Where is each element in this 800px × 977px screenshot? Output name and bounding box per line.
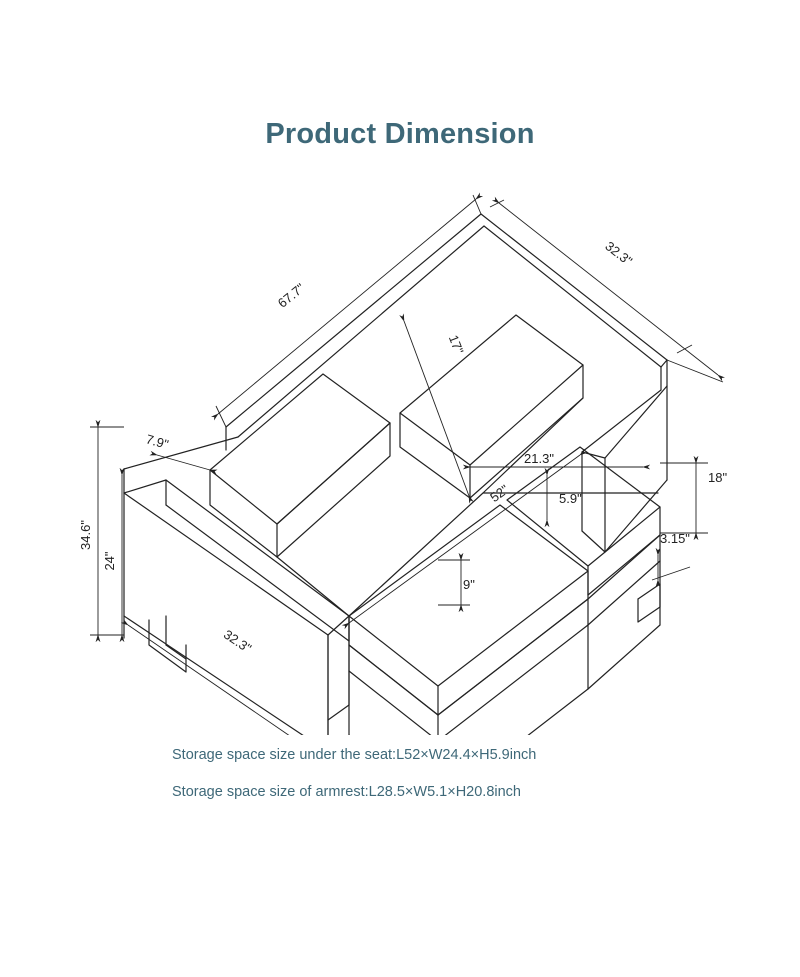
storage-band-far-bottom: [588, 561, 660, 625]
left-arm-top-back: [124, 437, 238, 469]
back-cushion-right-right-face: [470, 365, 583, 498]
storage-note-armrest: Storage space size of armrest:L28.5×W5.1×H20.8inch: [172, 784, 521, 800]
dim-label-back-height: 17": [445, 332, 467, 356]
dim-label-total-height: 34.6": [78, 520, 93, 550]
storage-note-seat: Storage space size under the seat:L52×W24.4×H5.9inch: [172, 747, 537, 763]
left-leg-rear-foot: [166, 645, 186, 659]
ext-depth-start: [490, 200, 504, 207]
back-cushion-right-top: [400, 315, 583, 465]
dim-label-storage-height: 5.9": [559, 491, 582, 506]
back-cushion-left-front: [210, 470, 277, 557]
back-cushion-left-right-face: [277, 423, 390, 557]
back-cushion-left-seam: [277, 423, 390, 524]
seat-cushion-right-right-face: [588, 507, 660, 595]
dim-label-arm-height: 24": [102, 551, 117, 571]
storage-band-right-top: [438, 599, 588, 715]
base-far-bottom: [588, 625, 660, 689]
seat-cushion-left: [349, 505, 588, 686]
seat-top-rear: [349, 493, 658, 616]
dim-label-cushion-thickness: 7.9": [144, 431, 171, 453]
back-cushion-right-front: [400, 413, 470, 498]
dim-label-side-depth: 32.3": [220, 626, 255, 656]
ext-depth-corner: [667, 360, 723, 382]
dim-label-seat-depth: 21.3": [524, 451, 554, 466]
left-arm-top-front: [124, 493, 328, 635]
sofa-line-drawing: [60, 175, 760, 735]
left-arm-inner-back: [166, 480, 349, 616]
dim-line-cushion-thickness: [157, 455, 210, 470]
dim-line-depth: [499, 203, 718, 375]
right-rear-leg: [638, 584, 660, 622]
seat-cushion-left-front-face: [349, 616, 438, 715]
back-top-edge: [226, 214, 481, 427]
left-arm-front-left: [124, 480, 166, 493]
dim-label-seat-height: 18": [708, 470, 728, 485]
right-arm-top-rear: [661, 360, 667, 367]
back-cushion-top-right: [484, 226, 661, 367]
back-cushion-left-top: [210, 374, 390, 524]
dim-label-cushion-height: 9": [463, 577, 475, 592]
right-rear-leg-top: [638, 584, 660, 599]
page-title: Product Dimension: [265, 118, 535, 150]
seat-back-right-join: [483, 398, 583, 493]
back-panel-bottom: [166, 505, 349, 641]
dim-label-seat-width: 52": [487, 481, 512, 506]
base-right-bottom: [438, 689, 588, 735]
back-cushion-top-front: [238, 226, 484, 437]
right-arm-top-outer: [605, 386, 667, 458]
storage-band-left-top: [349, 645, 438, 715]
storage-band-far-top: [588, 535, 660, 599]
dim-label-leg-height: 3.15": [660, 531, 690, 546]
dim-label-length: 67.7": [274, 280, 308, 311]
right-arm-top-inner: [582, 390, 661, 452]
left-arm-inner-face-bottom: [328, 705, 349, 720]
left-arm-top-front-inner: [328, 616, 349, 635]
back-right-top-edge: [481, 214, 667, 360]
ext-back-right: [473, 195, 481, 214]
storage-band-right-bottom: [438, 625, 588, 735]
dim-label-depth: 32.3": [602, 238, 636, 269]
sofa-dimension-diagram: [60, 175, 760, 735]
right-arm-inner-bottom: [582, 531, 605, 552]
right-arm-outer-face-bottom: [605, 480, 667, 552]
